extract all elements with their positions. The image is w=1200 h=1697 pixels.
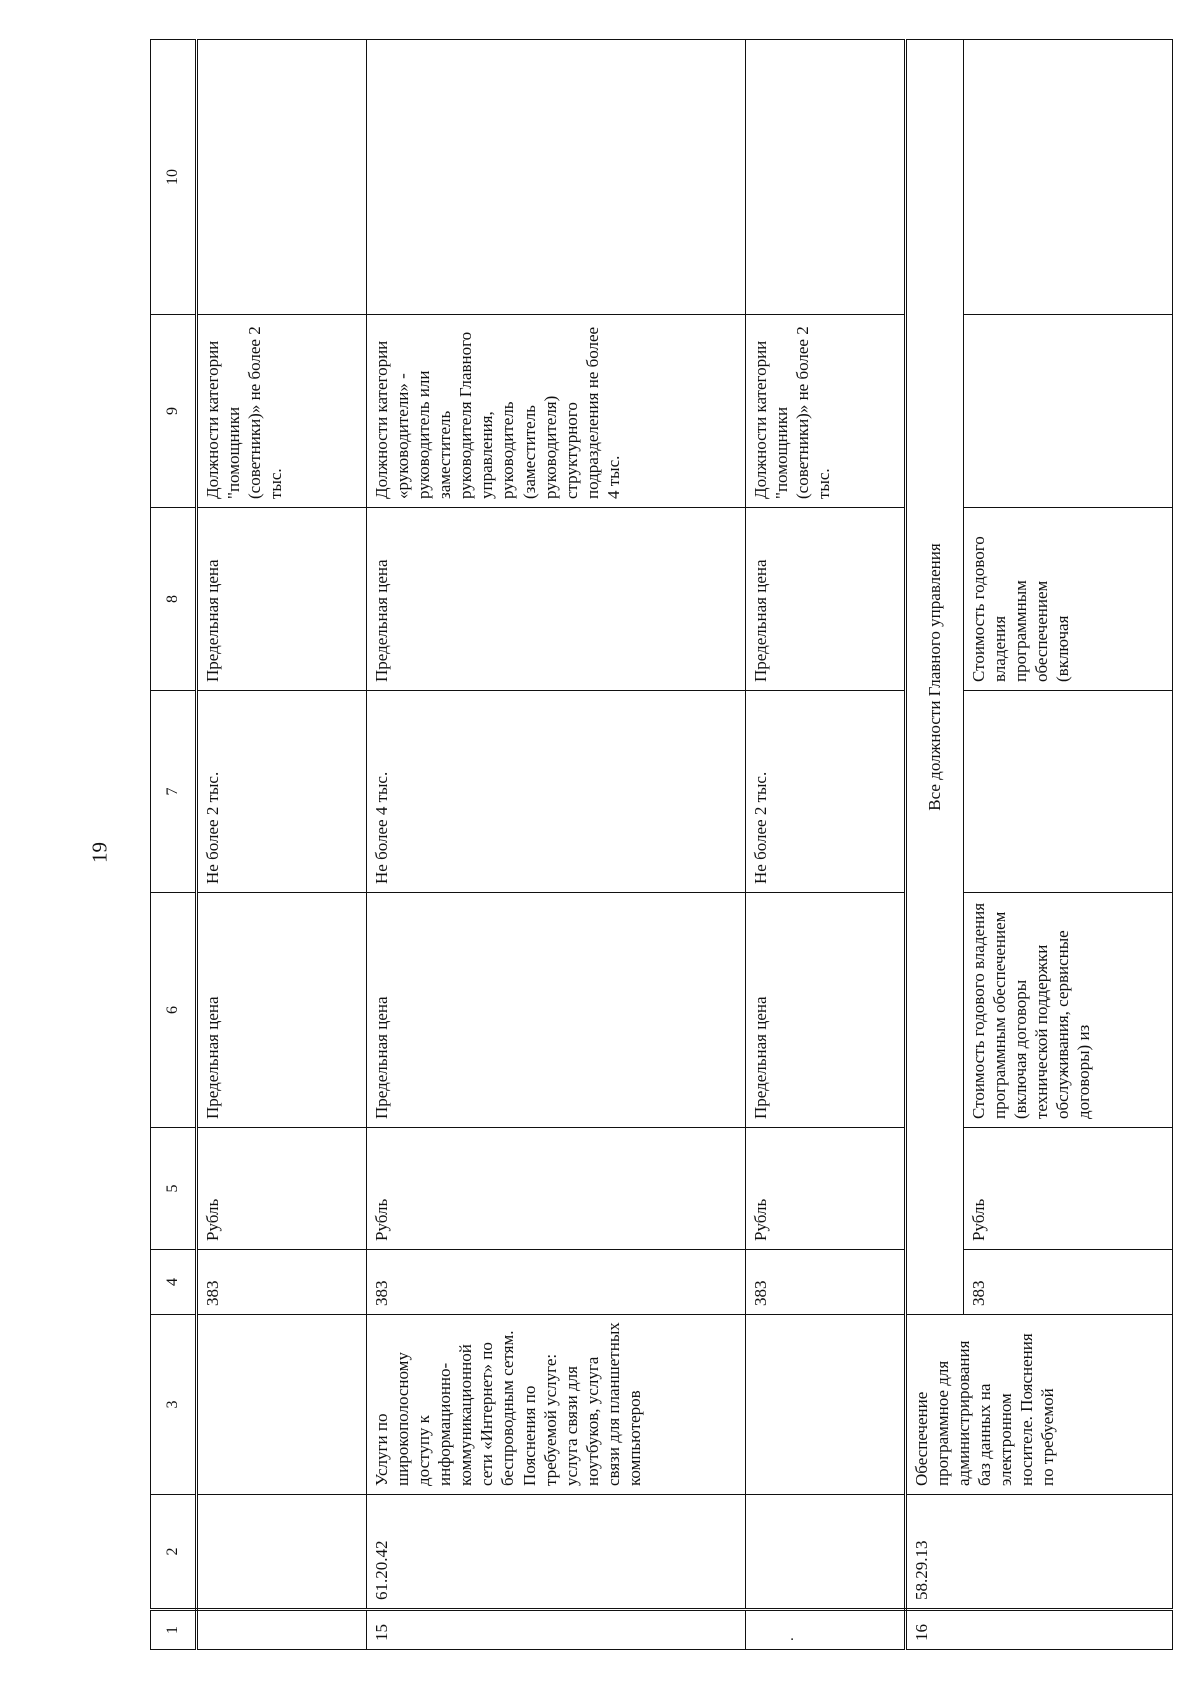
header-col-6: 6 xyxy=(151,893,197,1128)
value-cell: Должности категории "помощники (советники)» не более 2 тыс. xyxy=(746,315,906,508)
stray-dot: . xyxy=(781,1637,797,1641)
description-cell: Обеспечение программное для администрирования баз данных на электронном носителе. Пояснения по требуемой xyxy=(906,1315,1173,1495)
unit-code-cell: 383 xyxy=(746,1250,906,1315)
characteristic-cell: Предельная цена xyxy=(746,508,906,691)
code-cell: 58.29.13 xyxy=(906,1495,1173,1610)
value-cell xyxy=(964,315,1173,508)
characteristic-cell: Стоимость годового владения программным обеспечением (включая договоры технической поддержки обслуживания, сервисные договоры) из xyxy=(964,893,1173,1128)
value-cell: Не более 4 тыс. xyxy=(367,691,746,893)
characteristic-cell: Предельная цена xyxy=(197,508,367,691)
unit-name-cell: Рубль xyxy=(964,1128,1173,1250)
note-cell xyxy=(197,40,367,315)
header-col-5: 5 xyxy=(151,1128,197,1250)
table-row xyxy=(197,40,367,1650)
code-cell: 61.20.42 xyxy=(367,1495,746,1610)
unit-code-cell: 383 xyxy=(964,1250,1173,1315)
value-cell: Не более 2 тыс. xyxy=(746,691,906,893)
table-row xyxy=(906,40,964,1650)
header-col-3: 3 xyxy=(151,1315,197,1495)
unit-name-cell: Рубль xyxy=(746,1128,906,1250)
note-cell xyxy=(746,40,906,315)
description-cell: Услуги по широкополосному доступу к информационно-коммуникационной сети «Интернет» по беспроводным сетям. Пояснения по требуемой услуге: услуга связи для ноутбуков, услуга связи для планшетных компьютеров xyxy=(367,1315,746,1495)
header-col-2: 2 xyxy=(151,1495,197,1610)
all-positions-merged-cell: Все должности Главного управления xyxy=(906,40,964,1315)
row-number-cell xyxy=(197,1610,367,1650)
unit-code-cell: 383 xyxy=(197,1250,367,1315)
header-col-8: 8 xyxy=(151,508,197,691)
row-number-cell xyxy=(746,1610,906,1650)
page-number: 19 xyxy=(87,842,112,863)
note-cell xyxy=(367,40,746,315)
value-cell: Не более 2 тыс. xyxy=(197,691,367,893)
header-col-10: 10 xyxy=(151,40,197,315)
header-col-4: 4 xyxy=(151,1250,197,1315)
row-number-cell: 15 xyxy=(367,1610,746,1650)
rotated-table-wrapper xyxy=(150,40,1200,1650)
header-col-1: 1 xyxy=(151,1610,197,1650)
code-cell xyxy=(746,1495,906,1610)
characteristic-cell: Стоимость годового владения программным обеспечением (включая xyxy=(964,508,1173,691)
characteristic-cell: Предельная цена xyxy=(746,893,906,1128)
header-row xyxy=(151,40,197,1650)
unit-name-cell: Рубль xyxy=(367,1128,746,1250)
header-col-7: 7 xyxy=(151,691,197,893)
description-cell xyxy=(746,1315,906,1495)
note-cell xyxy=(964,40,1173,315)
unit-code-cell: 383 xyxy=(367,1250,746,1315)
characteristic-cell: Предельная цена xyxy=(367,508,746,691)
unit-name-cell: Рубль xyxy=(197,1128,367,1250)
header-col-9: 9 xyxy=(151,315,197,508)
value-cell xyxy=(964,691,1173,893)
table-row xyxy=(746,40,906,1650)
table-row xyxy=(367,40,746,1650)
characteristic-cell: Предельная цена xyxy=(197,893,367,1128)
row-number-cell: 16 xyxy=(906,1610,1173,1650)
code-cell xyxy=(197,1495,367,1610)
characteristic-cell: Предельная цена xyxy=(367,893,746,1128)
description-cell xyxy=(197,1315,367,1495)
value-cell: Должности категории «руководители» - руководитель или заместитель руководителя Главного управления, руководитель (заместитель руководителя) структурного подразделения не более 4 тыс. xyxy=(367,315,746,508)
requirements-table xyxy=(150,39,1173,1650)
value-cell: Должности категории "помощники (советники)» не более 2 тыс. xyxy=(197,315,367,508)
